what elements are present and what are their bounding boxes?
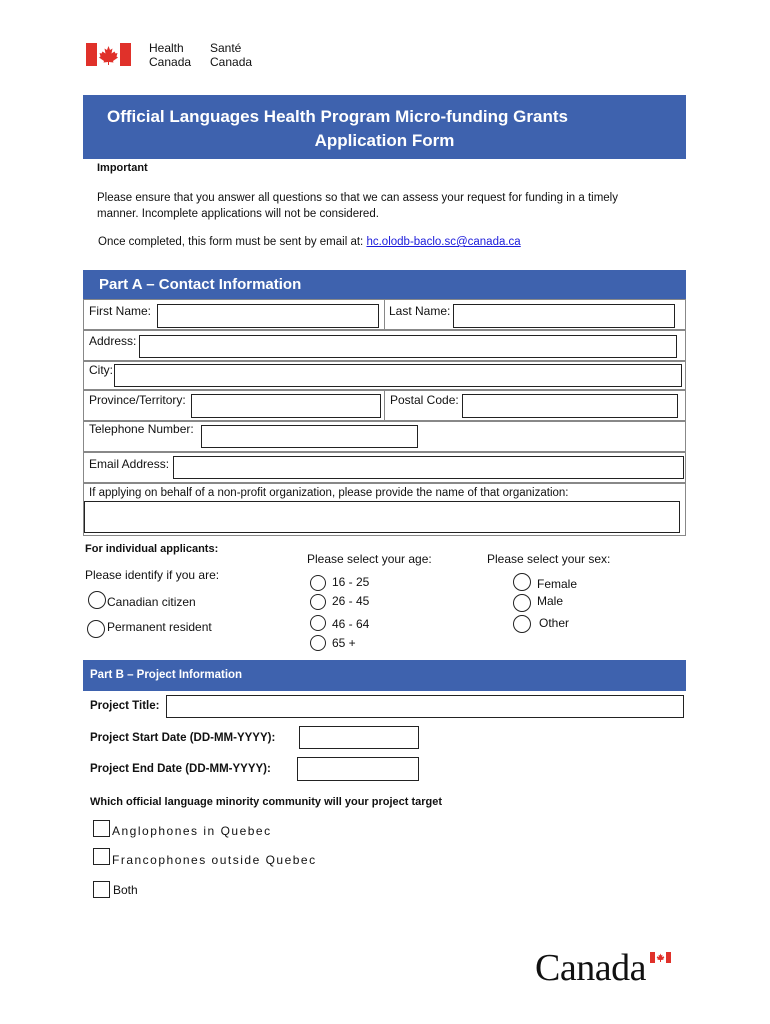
anglophones-label: Anglophones in Quebec: [112, 824, 272, 838]
last-name-label: Last Name:: [389, 304, 451, 318]
row-province-divider: [384, 390, 385, 421]
submission-instruction: [98, 236, 521, 248]
sex-female-label: Female: [537, 577, 578, 591]
age-26-45-label: 26 - 45: [332, 594, 370, 608]
dept-name-fr-line2: Canada: [210, 55, 253, 69]
sex-prompt: Please select your sex:: [487, 552, 611, 566]
dept-name-fr-line1: Santé: [210, 41, 242, 55]
identify-prompt: Please identify if you are:: [85, 568, 220, 582]
part-b-banner: [83, 660, 686, 691]
telephone-input[interactable]: [201, 425, 418, 448]
anglophones-checkbox[interactable]: [93, 820, 110, 837]
intro-paragraph-line2: manner. Incomplete applications will not be considered.: [97, 208, 379, 220]
age-46-64-label: 46 - 64: [332, 617, 370, 631]
first-name-input[interactable]: [157, 304, 379, 328]
part-b-title: Part B – Project Information: [90, 669, 243, 681]
permanent-resident-radio[interactable]: [87, 620, 105, 638]
francophones-checkbox[interactable]: [93, 848, 110, 865]
email-input[interactable]: [173, 456, 684, 479]
first-name-label: First Name:: [89, 304, 152, 318]
age-65-plus-radio[interactable]: [310, 635, 326, 651]
canada-flag-icon: [86, 43, 131, 66]
age-16-25-radio[interactable]: [310, 575, 326, 591]
age-46-64-radio[interactable]: [310, 615, 326, 631]
individual-heading: For individual applicants:: [85, 543, 219, 555]
project-title-input[interactable]: [166, 695, 684, 718]
wordmark-flag-icon: [650, 952, 671, 963]
dept-name-en-line2: Canada: [149, 55, 192, 69]
row-names-divider: [384, 299, 385, 330]
form-title-line1: Official Languages Health Program Micro-funding Grants: [107, 107, 568, 126]
telephone-label: Telephone Number:: [89, 422, 194, 436]
start-date-label: Project Start Date (DD-MM-YYYY):: [90, 732, 276, 744]
sex-female-radio[interactable]: [513, 573, 531, 591]
dept-name-en-line1: Health: [149, 41, 184, 55]
end-date-label: Project End Date (DD-MM-YYYY):: [90, 763, 271, 775]
community-question: Which official language minority community will your project target: [90, 796, 443, 808]
permanent-resident-label: Permanent resident: [107, 620, 212, 634]
sex-other-label: Other: [539, 616, 570, 630]
age-65-plus-label: 65 +: [332, 636, 356, 650]
email-label: Email Address:: [89, 457, 170, 471]
part-a-banner: [83, 270, 686, 299]
part-a-title: Part A – Contact Information: [99, 276, 302, 293]
canadian-citizen-radio[interactable]: [88, 591, 106, 609]
postal-code-label: Postal Code:: [390, 393, 459, 407]
important-heading: Important: [97, 162, 148, 174]
intro-paragraph-line1: Please ensure that you answer all questions so that we can assess your request for funding in a timely: [97, 192, 618, 204]
province-input[interactable]: [191, 394, 381, 418]
email-link[interactable]: hc.olodb-baclo.sc@canada.ca: [366, 236, 521, 248]
province-label: Province/Territory:: [89, 393, 186, 407]
sex-other-radio[interactable]: [513, 615, 531, 633]
sex-male-label: Male: [537, 594, 564, 608]
address-input[interactable]: [139, 335, 677, 358]
canada-wordmark: [535, 946, 646, 990]
both-checkbox[interactable]: [93, 881, 110, 898]
postal-code-input[interactable]: [462, 394, 678, 418]
age-26-45-radio[interactable]: [310, 594, 326, 610]
city-label: City:: [89, 363, 113, 377]
submission-text: Once completed, this form must be sent by email at:: [98, 236, 364, 248]
title-banner: [83, 95, 686, 159]
canada-wordmark-text: Canada: [535, 947, 646, 989]
age-16-25-label: 16 - 25: [332, 575, 370, 589]
sex-male-radio[interactable]: [513, 594, 531, 612]
start-date-input[interactable]: [299, 726, 419, 749]
form-title-line2: Application Form: [314, 131, 455, 150]
age-prompt: Please select your age:: [307, 552, 432, 566]
last-name-input[interactable]: [453, 304, 675, 328]
organization-input[interactable]: [84, 501, 680, 533]
canadian-citizen-label: Canadian citizen: [107, 595, 196, 609]
project-title-label: Project Title:: [90, 700, 160, 712]
end-date-input[interactable]: [297, 757, 419, 781]
francophones-label: Francophones outside Quebec: [112, 853, 317, 867]
both-label: Both: [113, 883, 138, 897]
address-label: Address:: [89, 334, 137, 348]
organization-label: If applying on behalf of a non-profit organization, please provide the name of that organization:: [89, 487, 569, 499]
city-input[interactable]: [114, 364, 682, 387]
